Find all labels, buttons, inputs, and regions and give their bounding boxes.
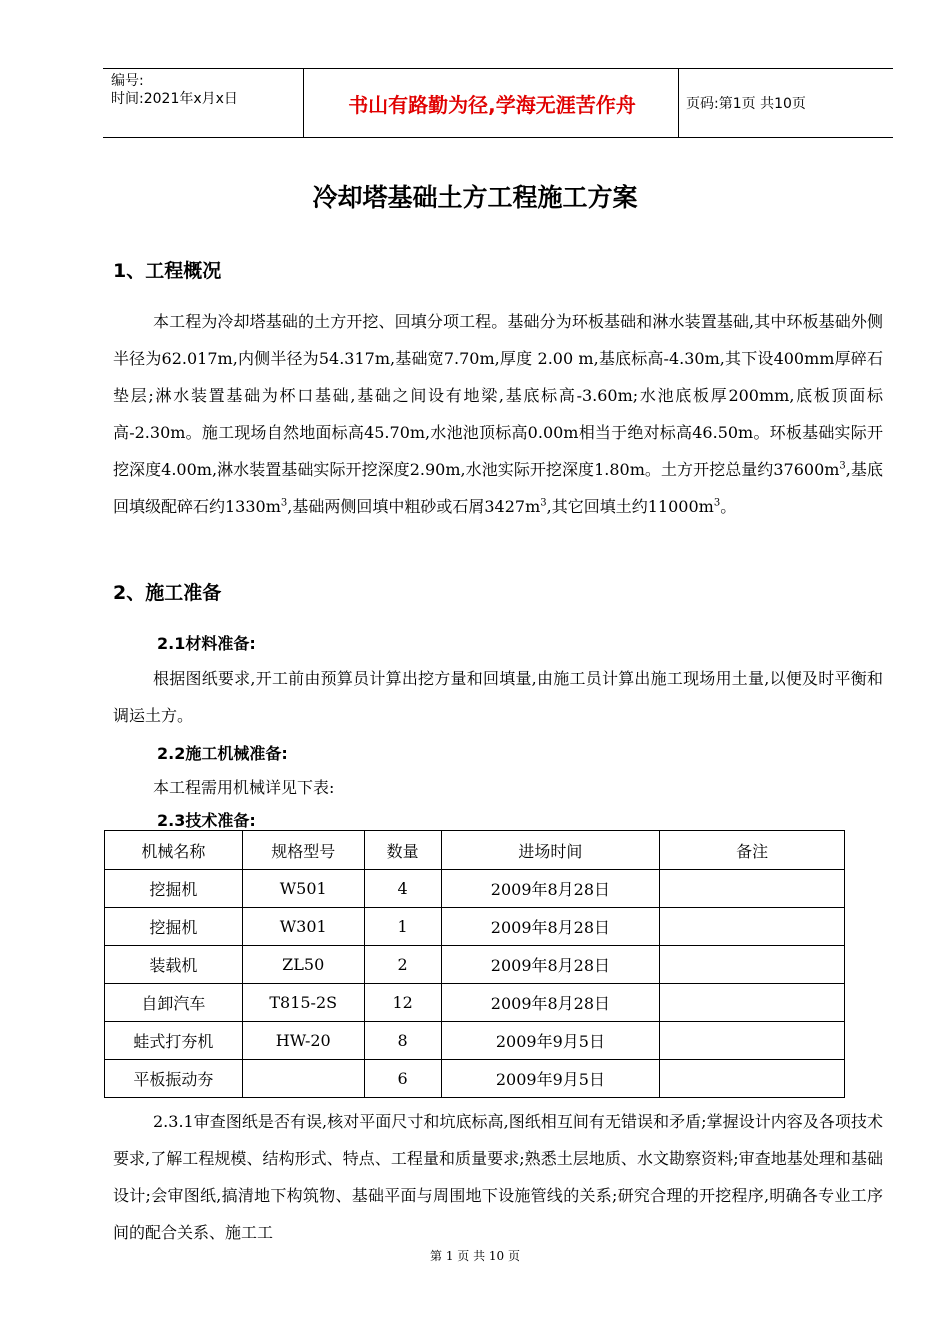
table-cell: 装载机 <box>105 946 243 984</box>
table-cell: 2009年8月28日 <box>441 946 660 984</box>
para-text: 本工程为冷却塔基础的土方开挖、回填分项工程。基础分为环板基础和淋水装置基础,其中环板基础外侧半径为62.017m,内侧半径为54.317m,基础宽7.70m,厚度 2.00 m,基底标高-4.30m,其下设400mm厚碎石垫层;淋水装置基础为杯口基础,基础之间设有地梁,基底标高-3.60m;水池底板厚200mm,底板顶面标高-2.30m。施工现场自然地面标高45.70m,水池池顶标高0.00m相当于绝对标高46.50m。环板基础实际开挖深度4.00m,淋水装置基础实际开挖深度2.90m,水池实际开挖深度1.80m。土方开挖总量约37600m <box>113 312 883 479</box>
para-text: ,其它回填土约11000m <box>546 497 714 516</box>
document-number-label: 编号: <box>111 73 144 89</box>
superscript: 3 <box>540 497 547 509</box>
table-cell: HW-20 <box>242 1022 364 1060</box>
table-row <box>105 908 845 946</box>
table-cell: 2009年9月5日 <box>441 1060 660 1098</box>
table-cell: 2009年8月28日 <box>441 984 660 1022</box>
table-cell: 平板振动夯 <box>105 1060 243 1098</box>
table-header-cell: 数量 <box>364 831 441 870</box>
table-cell: 1 <box>364 908 441 946</box>
document-time-label: 时间:2021年x月x日 <box>111 91 238 107</box>
table-header-cell: 进场时间 <box>441 831 660 870</box>
header-divider <box>303 69 304 137</box>
table-cell <box>660 870 845 908</box>
table-cell: 4 <box>364 870 441 908</box>
superscript: 3 <box>713 497 721 509</box>
subsection-2-2-heading: 2.2施工机械准备: <box>157 744 288 763</box>
header-left <box>111 72 238 108</box>
table-cell: W301 <box>242 908 364 946</box>
table-cell <box>242 1060 364 1098</box>
table-header-cell: 机械名称 <box>105 831 243 870</box>
table-cell: 自卸汽车 <box>105 984 243 1022</box>
subsection-2-1-text: 根据图纸要求,开工前由预算员计算出挖方量和回填量,由施工员计算出施工现场用土量,以便及时平衡和调运土方。 <box>113 669 883 725</box>
para-text: ,基础两侧回填中粗砂或石屑3427m <box>287 497 541 516</box>
table-cell: 2009年8月28日 <box>441 908 660 946</box>
table-cell: 2009年8月28日 <box>441 870 660 908</box>
table-cell <box>660 984 845 1022</box>
section-2-heading: 2、施工准备 <box>113 582 222 604</box>
table-cell <box>660 908 845 946</box>
table-row <box>105 870 845 908</box>
table-header-cell: 备注 <box>660 831 845 870</box>
document-title: 冷却塔基础土方工程施工方案 <box>312 183 638 212</box>
subsection-2-1-heading: 2.1材料准备: <box>157 634 256 653</box>
table-cell: 2009年9月5日 <box>441 1022 660 1060</box>
table-cell: W501 <box>242 870 364 908</box>
page-footer: 第 1 页 共 10 页 <box>430 1249 520 1263</box>
table-cell: 挖掘机 <box>105 870 243 908</box>
machinery-table <box>104 830 845 1098</box>
superscript: 3 <box>839 460 846 472</box>
header-divider <box>678 69 679 137</box>
section-1-paragraph <box>113 303 883 525</box>
header-page-info: 页码:第1页 共10页 <box>686 96 806 112</box>
table-cell <box>660 1060 845 1098</box>
table-cell: 挖掘机 <box>105 908 243 946</box>
table-row <box>105 1060 845 1098</box>
table-cell: 6 <box>364 1060 441 1098</box>
table-cell: 8 <box>364 1022 441 1060</box>
table-cell <box>660 1022 845 1060</box>
table-row <box>105 984 845 1022</box>
table-header-row <box>105 831 845 870</box>
table-cell: 蛙式打夯机 <box>105 1022 243 1060</box>
table-row <box>105 946 845 984</box>
table-cell <box>660 946 845 984</box>
page-header <box>103 68 893 138</box>
para-text: ,基底回填级配碎石约1330m <box>113 460 883 516</box>
para-text: 。 <box>720 497 737 516</box>
table-cell: 2 <box>364 946 441 984</box>
table-cell: 12 <box>364 984 441 1022</box>
table-cell: T815-2S <box>242 984 364 1022</box>
superscript: 3 <box>280 497 288 509</box>
subsection-2-3-heading: 2.3技术准备: <box>157 811 256 830</box>
section-1-heading: 1、工程概况 <box>113 260 222 282</box>
table-row <box>105 1022 845 1060</box>
header-motto: 书山有路勤为径,学海无涯苦作舟 <box>348 92 636 117</box>
table-cell: ZL50 <box>242 946 364 984</box>
table-header-cell: 规格型号 <box>242 831 364 870</box>
subsection-2-3-text: 2.3.1审查图纸是否有误,核对平面尺寸和坑底标高,图纸相互间有无错误和矛盾;掌握设计内容及各项技术要求,了解工程规模、结构形式、特点、工程量和质量要求;熟悉土层地质、水文勘察资料;审查地基处理和基础设计;会审图纸,搞清地下构筑物、基础平面与周围地下设施管线的关系;研究合理的开挖程序,明确各专业工序间的配合关系、施工工 <box>113 1112 883 1242</box>
subsection-2-2-text: 本工程需用机械详见下表: <box>153 778 335 797</box>
